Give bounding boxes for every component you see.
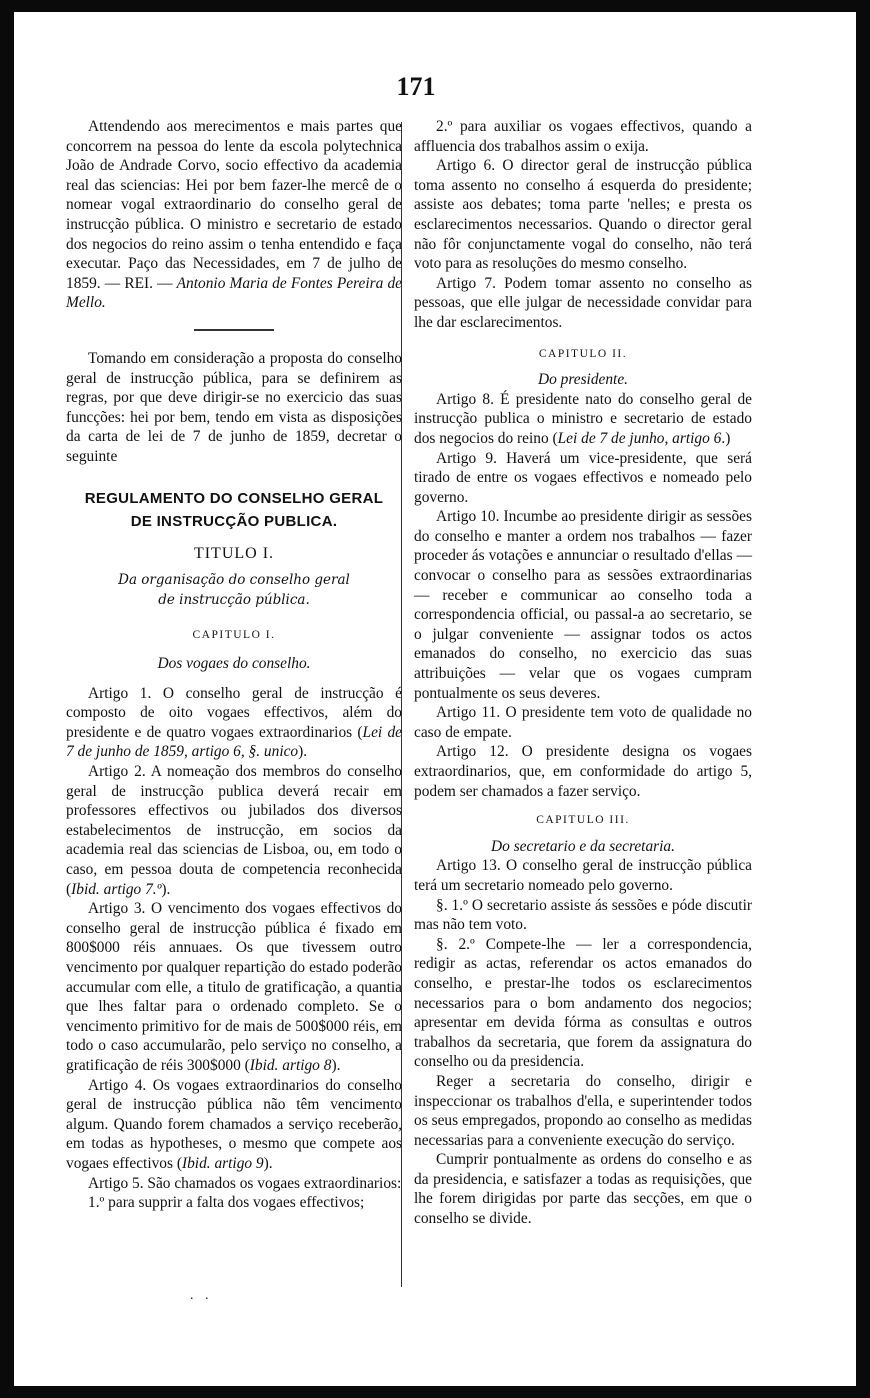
article-text: Artigo 1. O conselho geral de instrucção é composto de oito vogaes effectivos, além do presidente e de quatro vogaes extraordinarios ( xyxy=(66,684,402,741)
page-number: 171 xyxy=(396,72,436,101)
titulo-subtitle-line-2: de instrucção pública. xyxy=(158,591,310,608)
regulation-title-line-1: REGULAMENTO DO CONSELHO GERAL xyxy=(84,489,384,507)
article-text: Artigo 8. É presidente nato do conselho geral de instrucção publica o ministro e secretario de estado dos negocios do reino ( xyxy=(414,390,752,447)
article-1 xyxy=(66,684,402,762)
titulo-heading: TITULO I. xyxy=(193,544,275,562)
article-5: Artigo 5. São chamados os vogaes extraordinarios: xyxy=(88,1174,402,1192)
preamble-paragraph: Tomando em consideração a proposta do conselho geral de instrucção pública, para se definirem as regras, por que deve dirigir-se no exercicio das suas funcções: hei por bem, tendo em vista as disposições da carta de lei de 7 de junho de 1859, decretar o seguinte xyxy=(66,349,402,465)
left-column xyxy=(66,117,402,1213)
chapter-heading: CAPITULO I. xyxy=(192,629,276,642)
decree-paragraph xyxy=(66,117,402,313)
article-6: Artigo 6. O director geral de instrucção pública toma assento no conselho á esquerda do presidente; assiste aos debates; toma parte 'nelles; e presta os esclarecimentos necessarios. Quando o director geral não fôr conjunctamente vogal do conselho, não terá voto para as resoluções do mesmo conselho. xyxy=(414,157,752,273)
paragraph-1: §. 1.º O secretario assiste ás sessões e póde discutir mas não tem voto. xyxy=(414,896,752,934)
article-reference: Ibid. artigo 9 xyxy=(181,1154,264,1172)
article-9: Artigo 9. Haverá um vice-presidente, que será tirado de entre os vogaes effectivos e nomeado pelo governo. xyxy=(414,449,752,506)
document-page xyxy=(14,12,856,1386)
article-5-item-2: 2.º para auxiliar os vogaes effectivos, quando a affluencia dos trabalhos assim o exija. xyxy=(414,118,752,155)
footer-mark: . . xyxy=(190,1288,213,1303)
article-text-end: .) xyxy=(721,429,731,447)
article-text-end: ). xyxy=(161,880,171,898)
chapter-title: Dos vogaes do conselho. xyxy=(157,655,311,673)
chapter-title: Do presidente. xyxy=(537,371,629,389)
article-text: Artigo 3. O vencimento dos vogaes effectivos do conselho geral de instrucção pública é fixado em 800$000 réis annuaes. Os que tivessem outro vencimento por qualquer repartição do estado poderão accumular com elle, a titulo de gratificação, a quantia que lhes faltar para o ordenado completo. Se o vencimento primitivo for de mais de 500$000 réis, em todo o caso accumularão, pelo serviço no conselho, a gratificação de réis 300$000 ( xyxy=(66,900,402,1074)
paragraph-2: §. 2.º Compete-lhe — ler a correspondencia, redigir as actas, referendar os actos emanados do conselho, e prestar-lhe todos os esclarecimentos necessarios para o bom andamento dos negocios; apresentar em devida fórma as consultas e outros trabalhos da secretaria, que forem da assignatura do conselho ou da presidencia. xyxy=(414,935,752,1071)
regulation-title-line-2: DE INSTRUCÇÃO PUBLICA. xyxy=(130,513,338,531)
duty-reger: Reger a secretaria do conselho, dirigir e inspeccionar os trabalhos d'ella, e superintender todos os seus empregados, propondo ao conselho as medidas necessarias para a conveniente execução do serviço. xyxy=(414,1072,752,1149)
article-text-end: ). xyxy=(298,743,308,761)
decree-text: Attendendo aos merecimentos e mais partes que concorrem na pessoa do lente da escola polytechnica João de Andrade Corvo, socio effectivo da academia real das sciencias: Hei por bem fazer-lhe mercê de o nomear vogal extraordinario do conselho geral de instrucção pública. O ministro e secretario de estado dos negocios do reino assim o tenha entendido e faça executar. Paço das Necessidades, em 7 de julho de 1859. — REI. — xyxy=(66,118,402,292)
article-text: Artigo 2. A nomeação dos membros do conselho geral de instrucção publica deverá recair em professores effectivos ou jubilados dos diversos estabelecimentos de instrucção, em socios da academia real das sciencias de Lisboa, ou, em todo o caso, em pessoa douta de competencia reconhecida ( xyxy=(66,763,402,898)
right-column xyxy=(414,117,752,1229)
chapter-title: Do secretario e da secretaria. xyxy=(491,837,675,855)
article-text-end: ). xyxy=(263,1154,273,1172)
article-text-end: ). xyxy=(331,1056,341,1074)
section-rule xyxy=(194,329,274,331)
article-12: Artigo 12. O presidente designa os vogaes extraordinarios, que, em conformidade do artigo 5, podem ser chamados a fazer serviço. xyxy=(414,743,752,800)
article-reference: Ibid. artigo 7.º xyxy=(71,880,162,898)
article-2 xyxy=(66,762,402,899)
article-11: Artigo 11. O presidente tem voto de qualidade no caso de empate. xyxy=(414,704,752,741)
decree-signature: Antonio Maria de Fontes Pereira de Mello. xyxy=(66,274,402,312)
article-text: Artigo 4. Os vogaes extraordinarios do conselho geral de instrucção pública não têm vencimento algum. Quando forem chamados a serviço receberão, em todas as hypotheses, o mesmo que compete aos vogaes effectivos ( xyxy=(66,1076,402,1172)
article-reference: Ibid. artigo 8 xyxy=(249,1056,332,1074)
article-reference: Lei de 7 de junho, artigo 6 xyxy=(557,429,722,447)
article-reference: Lei de 7 de junho de 1859, artigo 6, §. unico xyxy=(66,723,402,761)
duty-cumprir: Cumprir pontualmente as ordens do conselho e as da presidencia, e satisfazer a todas as requisições, que lhe forem dirigidas por parte das secções, em que o conselho se divide. xyxy=(414,1151,752,1228)
article-5-item-1: 1.º para supprir a falta dos vogaes effectivos; xyxy=(88,1194,365,1212)
article-4 xyxy=(66,1076,402,1174)
titulo-subtitle-line-1: Da organisação do conselho geral xyxy=(118,572,350,589)
article-7: Artigo 7. Podem tomar assento no conselho as pessoas, que elle julgar de necessidade convidar para lhe dar esclarecimentos. xyxy=(414,274,752,331)
article-8 xyxy=(414,390,752,449)
article-13: Artigo 13. O conselho geral de instrucção pública terá um secretario nomeado pelo governo. xyxy=(414,857,752,894)
chapter-heading: CAPITULO II. xyxy=(538,347,628,360)
chapter-heading: CAPITULO III. xyxy=(536,814,630,827)
article-3 xyxy=(66,899,402,1075)
article-10: Artigo 10. Incumbe ao presidente dirigir as sessões do conselho e manter a ordem nos trabalhos — fazer proceder ás votações e annunciar o resultado d'ellas — convocar o conselho para as sessões extraordinarias — receber e communicar ao conselho toda a correspondencia official, ou passal-a ao secretario, se o julgar conveniente — assignar todos os actos emanados do conselho, no exercicio das suas attribuições — velar que os vogaes cumpram pontualmente os seus deveres. xyxy=(414,508,752,702)
